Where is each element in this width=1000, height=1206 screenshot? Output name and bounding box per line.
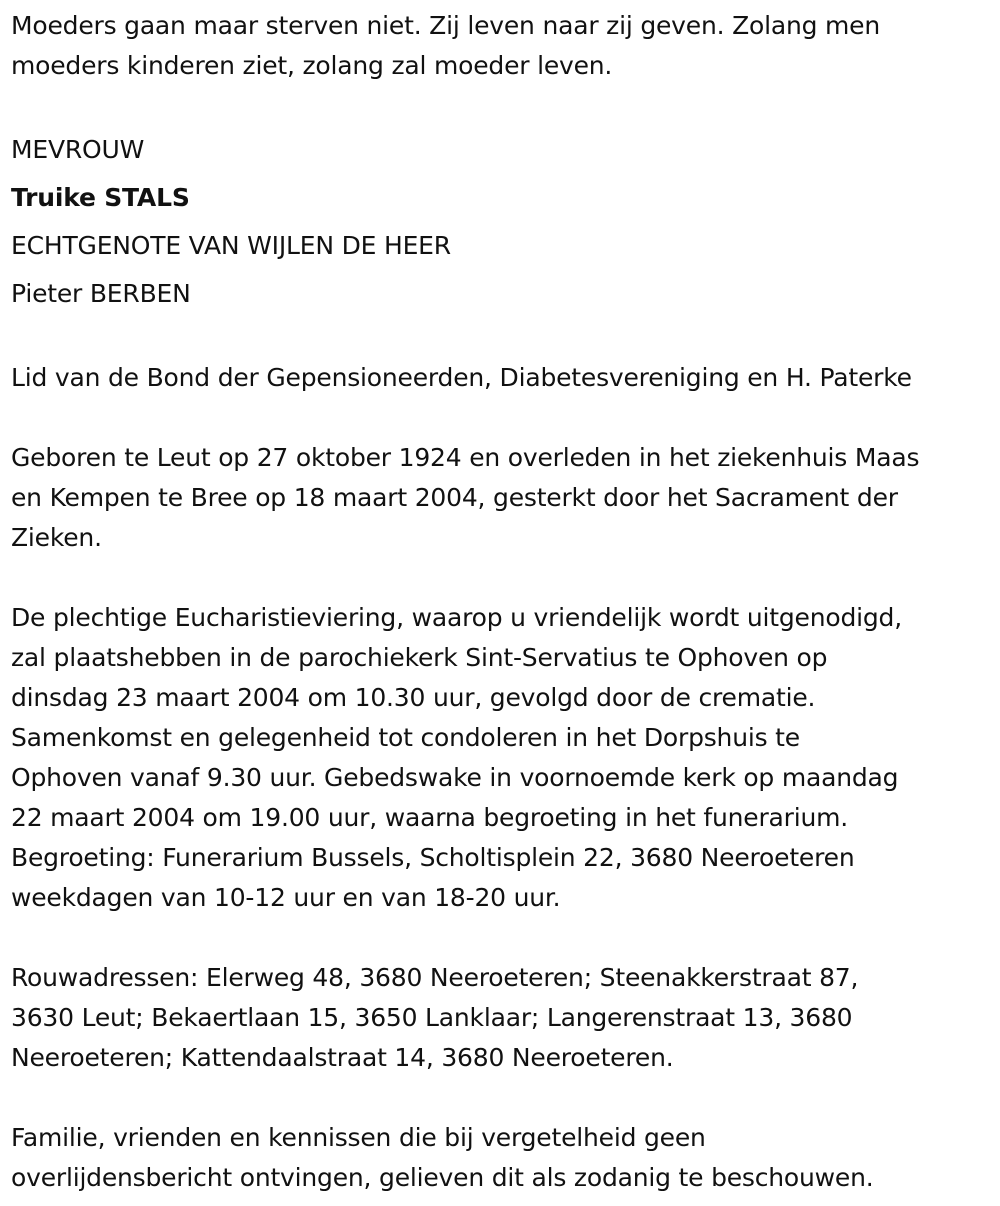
text-line: Ophoven vanaf 9.30 uur. Gebedswake in voornoemde kerk op maandag xyxy=(11,763,899,792)
text-line: moeders kinderen ziet, zolang zal moeder leven. xyxy=(11,51,613,80)
text-line: zal plaatshebben in de parochiekerk Sint-Servatius te Ophoven op xyxy=(11,643,828,672)
text-line: Zieken. xyxy=(11,523,102,552)
spouse-name: Pieter BERBEN xyxy=(11,279,191,308)
deceased-title: MEVROUW xyxy=(11,135,145,164)
text-line: Neeroeteren; Kattendaalstraat 14, 3680 Neeroeteren. xyxy=(11,1043,674,1072)
text-line: Begroeting: Funerarium Bussels, Scholtisplein 22, 3680 Neeroeteren xyxy=(11,843,855,872)
deceased-relation: ECHTGENOTE VAN WIJLEN DE HEER xyxy=(11,231,451,260)
text-line: 22 maart 2004 om 19.00 uur, waarna begroeting in het funerarium. xyxy=(11,803,849,832)
birth-death-paragraph xyxy=(11,438,989,558)
text-line: Samenkomst en gelegenheid tot condoleren in het Dorpshuis te xyxy=(11,723,800,752)
ceremony-paragraph xyxy=(11,598,989,918)
closing-paragraph xyxy=(11,1118,989,1198)
text-line: Familie, vrienden en kennissen die bij vergetelheid geen xyxy=(11,1123,706,1152)
text-line: De plechtige Eucharistieviering, waarop u vriendelijk wordt uitgenodigd, xyxy=(11,603,902,632)
deceased-block xyxy=(11,126,989,318)
text-line: Rouwadressen: Elerweg 48, 3680 Neeroeteren; Steenakkerstraat 87, xyxy=(11,963,859,992)
text-line: 3630 Leut; Bekaertlaan 15, 3650 Lanklaar; Langerenstraat 13, 3680 xyxy=(11,1003,853,1032)
text-line: en Kempen te Bree op 18 maart 2004, gesterkt door het Sacrament der xyxy=(11,483,898,512)
text-line: Moeders gaan maar sterven niet. Zij leven naar zij geven. Zolang men xyxy=(11,11,881,40)
addresses-paragraph xyxy=(11,958,989,1078)
text-line: weekdagen van 10-12 uur en van 18-20 uur. xyxy=(11,883,561,912)
deceased-name: Truike STALS xyxy=(11,183,190,212)
intro-quote xyxy=(11,6,989,86)
membership-paragraph xyxy=(11,358,989,398)
text-line: Geboren te Leut op 27 oktober 1924 en overleden in het ziekenhuis Maas xyxy=(11,443,920,472)
text-line: overlijdensbericht ontvingen, gelieven dit als zodanig te beschouwen. xyxy=(11,1163,874,1192)
text-line: dinsdag 23 maart 2004 om 10.30 uur, gevolgd door de crematie. xyxy=(11,683,816,712)
text-line: Lid van de Bond der Gepensioneerden, Diabetesvereniging en H. Paterke xyxy=(11,363,912,392)
